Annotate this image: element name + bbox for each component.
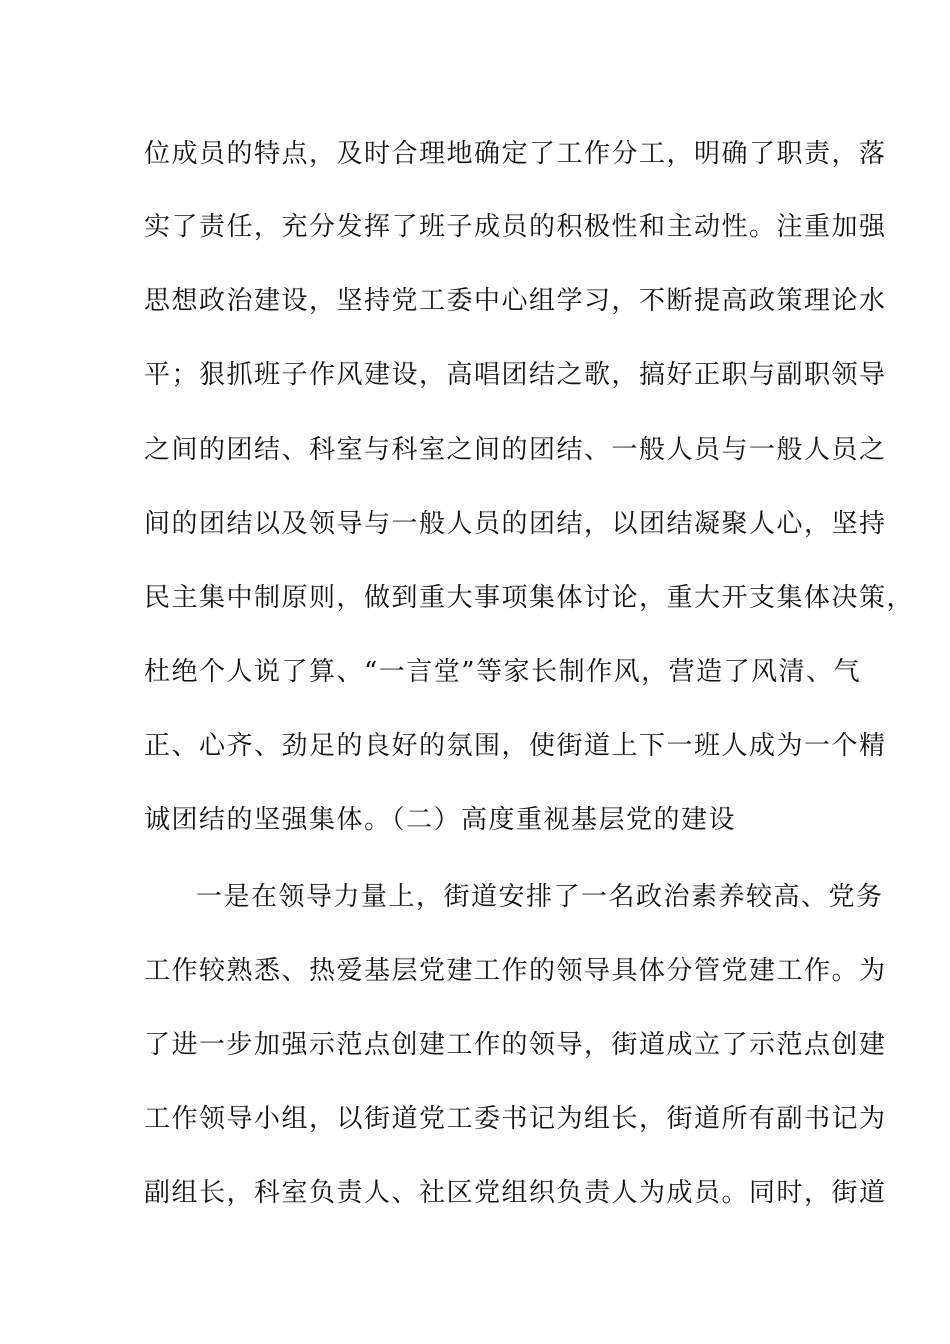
text-line-15: 副组长，科室负责人、社区党组织负责人为成员。同时，街道 bbox=[144, 1178, 887, 1208]
text-line-9: 正、心齐、劲足的良好的氛围，使街道上下一班人成为一个精 bbox=[144, 731, 887, 761]
text-line-5: 之间的团结、科室与科室之间的团结、一般人员与一般人员之 bbox=[144, 435, 887, 465]
text-line-14: 工作领导小组，以街道党工委书记为组长，街道所有副书记为 bbox=[144, 1104, 887, 1134]
paragraph-start-line: 一是在领导力量上，街道安排了一名政治素养较高、党务 bbox=[196, 882, 884, 912]
text-line-3: 思想政治建设，坚持党工委中心组学习，不断提高政策理论水 bbox=[144, 286, 887, 316]
text-line-13: 了进一步加强示范点创建工作的领导，街道成立了示范点创建 bbox=[144, 1030, 887, 1060]
text-line-8: 杜绝个人说了算、“一言堂”等家长制作风，营造了风清、气 bbox=[144, 657, 862, 687]
text-line-7: 民主集中制原则，做到重大事项集体讨论，重大开支集体决策， bbox=[144, 583, 915, 613]
text-line-10: 诚团结的坚强集体。（二）高度重视基层党的建设 bbox=[144, 805, 737, 835]
text-line-1: 位成员的特点，及时合理地确定了工作分工，明确了职责，落 bbox=[144, 139, 887, 169]
text-line-12: 工作较熟悉、热爱基层党建工作的领导具体分管党建工作。为 bbox=[144, 956, 887, 986]
text-line-6: 间的团结以及领导与一般人员的团结，以团结凝聚人心，坚持 bbox=[144, 509, 887, 539]
text-line-2: 实了责任，充分发挥了班子成员的积极性和主动性。注重加强 bbox=[144, 212, 887, 242]
text-line-4: 平；狠抓班子作风建设，高唱团结之歌，搞好正职与副职领导 bbox=[144, 360, 887, 390]
